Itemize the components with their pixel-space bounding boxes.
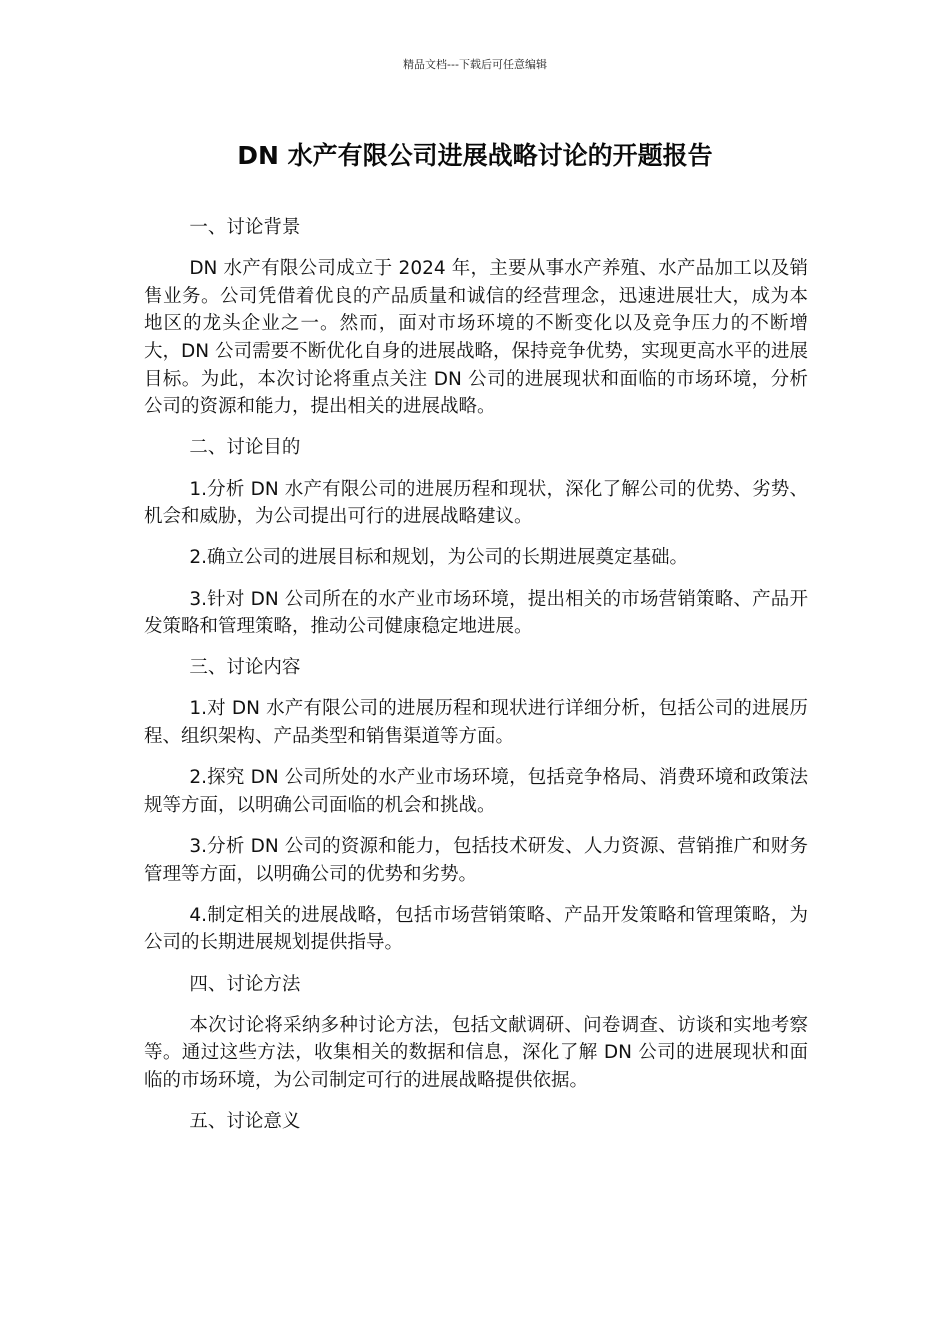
content-item-4: 4.制定相关的进展战略，包括市场营销策略、产品开发策略和管理策略，为公司的长期进展规划提供指导。 bbox=[144, 904, 808, 954]
background-paragraph: DN 水产有限公司成立于 2024 年，主要从事水产养殖、水产品加工以及销售业务。公司凭借着优良的产品质量和诚信的经营理念，迅速进展壮大，成为本地区的龙头企业之一。然而，面对市场环境的不断变化以及竞争压力的不断增大，DN 公司需要不断优化自身的进展战略，保持竞争优势，实现更高水平的进展目标。为此，本次讨论将重点关注 DN 公司的进展现状和面临的市场环境，分析公司的资源和能力，提出相关的进展战略。 bbox=[144, 258, 808, 418]
purpose-item-1: 1.分析 DN 水产有限公司的进展历程和现状，深化了解公司的优势、劣势、机会和威胁，为公司提出可行的进展战略建议。 bbox=[144, 478, 808, 528]
section-heading-method: 四、讨论方法 bbox=[189, 973, 301, 995]
document-title: DN 水产有限公司进展战略讨论的开题报告 bbox=[237, 141, 713, 170]
section-heading-significance: 五、讨论意义 bbox=[189, 1111, 301, 1133]
content-item-3: 3.分析 DN 公司的资源和能力，包括技术研发、人力资源、营销推广和财务管理等方面，以明确公司的优势和劣势。 bbox=[144, 836, 808, 885]
document-body bbox=[144, 214, 808, 1149]
purpose-item-3: 3.针对 DN 公司所在的水产业市场环境，提出相关的市场营销策略、产品开发策略和管理策略，推动公司健康稳定地进展。 bbox=[144, 588, 808, 638]
section-heading-background: 一、讨论背景 bbox=[189, 217, 301, 238]
content-item-2: 2.探究 DN 公司所处的水产业市场环境，包括竞争格局、消费环境和政策法规等方面，以明确公司面临的机会和挑战。 bbox=[144, 767, 808, 816]
page-header-note: 精品文档---下载后可任意编辑 bbox=[403, 58, 547, 71]
purpose-item-2: 2.确立公司的进展目标和规划，为公司的长期进展奠定基础。 bbox=[189, 547, 688, 569]
section-heading-content: 三、讨论内容 bbox=[189, 657, 301, 679]
content-item-1: 1.对 DN 水产有限公司的进展历程和现状进行详细分析，包括公司的进展历程、组织架构、产品类型和销售渠道等方面。 bbox=[144, 698, 808, 748]
method-paragraph: 本次讨论将采纳多种讨论方法，包括文献调研、问卷调查、访谈和实地考察等。通过这些方法，收集相关的数据和信息，深化了解 DN 公司的进展现状和面临的市场环境，为公司制定可行的进展战略提供依据。 bbox=[144, 1014, 808, 1091]
section-heading-purpose: 二、讨论目的 bbox=[189, 437, 301, 459]
